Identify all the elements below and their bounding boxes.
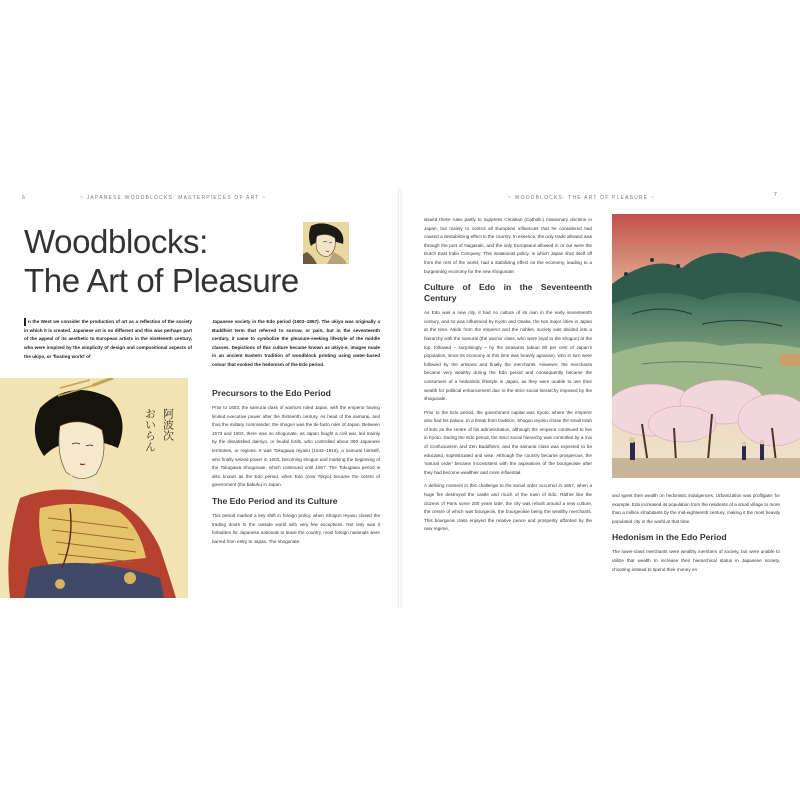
heading-hedonism: Hedonism in the Edo Period: [612, 532, 727, 543]
paragraph-capital-kyoto: Prior to the Edo period, the government capital was Kyoto, where the emperor also had his palace. In a break from tradition, Shogun Ieyasu chose the small town of Edo as the centre of his administration, although the emperor continued to live in Kyoto. During the Edo period, the strict social hierarchy was controlled by a mix of Confucianism and Zen Buddhism, and the samurai class was expected to be educated, sophisticated and wise. Although the country became prosperous, the 'natural order' became inconsistent with the aspirations of the bourgeoisie after they had become wealthier and more influential.: [424, 409, 592, 475]
paragraph-fire-1657: A defining moment in this challenge to the social order occurred in 1657, when a huge fire destroyed the castle and much of the town of Edo. Rather like the citizens of Paris some 200 years later, the city was rebuilt around a new culture, the centre of which was bourgeois, the bourgeoisie being the wealthy merchants. This bourgeois class enjoyed the relative peace and prosperity afforded by the new regime,: [424, 483, 592, 532]
paragraph-urbanization: and spent their wealth on hedonistic indulgences. Urbanization was profligate: for example, Edo increased its population from the residents of a small village to more than a million inhabitants by the mid-eighteenth century, making it the most heavily populated city in the world at that time.: [612, 493, 780, 524]
paragraph-edo-culture: This period marked a key shift in foreign policy, when Shogun Ieyasu closed the trading doors to the outside world with very few exceptions. Not only was it forbidden for Japanese nationals to leave the country, most foreign nationals were barred from entry to Japan. The shogunate: [212, 512, 380, 544]
cherry-blossom-landscape-illustration: [612, 214, 800, 478]
paragraph-merchants: The lower-class merchants were wealthy members of society, but were unable to utilize that wealth to increase their hierarchical status in Japanese society, choosing instead to spend their money on: [612, 549, 780, 572]
page-title: [24, 222, 299, 300]
paragraph-edo-new-city: As Edo was a new city, it had no culture of its own in the early seventeenth century, and so was influenced by Kyoto and Osaka, the two major cities in Japan at the time. Aside from the emperor and the nobles, society was divided into a hierarchy with the samurai (the warrior class, who were loyal to the shogun) at the top, followed – surprisingly – by the peasants (about 80 per cent of Japan's population, since its economy at this time was heavily agrarian), who in turn were followed by the artisans and finally the merchants. However, the merchants became very wealthy during the Edo period and consequently became the consumers of a hedonistic lifestyle in Japan, as they were unable to use their wealth for political enhancement due to the strict social hierarchy imposed by the shogunate.: [424, 310, 592, 402]
right-page-number: 7: [774, 192, 777, 198]
paragraph-isolation: issued these rules partly to suppress Christian (Catholic) missionary doctrine in Japan, but mainly to control all European influences that he considered had caused a destabilizing effect in the country. In essence, the only trade allowed was through the port of Nagasaki, and the only Europeans allowed in or out were the Dutch East India Company. This isolationist policy, in which Japan shut itself off from the rest of the world, had a stabilizing effect on the economy, leading to a burgeoning economy for the new shogunate.: [424, 217, 592, 274]
left-running-head: ~ JAPANESE WOODBLOCKS: MASTERPIECES OF ART ~: [80, 195, 267, 201]
calligraphy-glyphs: おいらん: [143, 408, 157, 452]
intro-column-1: [24, 318, 192, 361]
title-line-2: The Art of Pleasure: [24, 262, 299, 299]
title-line-1: Woodblocks:: [24, 223, 208, 260]
intro-column-2: [212, 318, 380, 370]
courtesan-illustration: [0, 378, 188, 598]
courtesan-woodblock-image: [0, 378, 188, 598]
left-page-body-column: [212, 382, 380, 551]
heading-culture-seventeenth: Culture of Edo in the Seventeenth Century: [424, 282, 592, 304]
landscape-woodblock-image: [612, 214, 800, 478]
svg-text:阿波次: 阿波次: [161, 408, 175, 441]
small-portrait-image: [303, 222, 349, 264]
heading-precursors: Precursors to the Edo Period: [212, 388, 331, 398]
right-page-column-2: [612, 492, 780, 579]
left-page-number: 6: [22, 195, 25, 201]
heading-edo-culture: The Edo Period and its Culture: [212, 495, 338, 506]
right-page-column-1: [424, 216, 592, 539]
right-running-head: ~ WOODBLOCKS: THE ART OF PLEASURE ~: [508, 195, 656, 201]
paragraph-precursors: Prior to 1603, the samurai class of warriors ruled Japan, with the emperor having limited executive power after the thirteenth century. As head of the samurai, and thus the military commander, the shogun was the de facto ruler of Japan. Between 1573 and 1603, there was no shogunate, as Japan fought a civil war, led mainly by the dissatisfied daimyo, or feudal lords, who controlled about 300 Japanese territories, or regions. It was Tokugawa Ieyasu (1543–1616), a samurai himself, who finally seized power in 1603, becoming shogun and marking the beginning of the Tokugawa Shogunate, which continued until 1867. The Tokugawa period is also known as the Edo period, when Edo (now Tokyo) became the centre of government (the bakufu) in Japan.: [212, 405, 380, 488]
drop-cap-mark: [24, 318, 26, 326]
small-portrait-illustration: [303, 222, 349, 264]
intro-text-1: n the West we consider the production of art as a reflection of the society in which it is created. Japanese art is no different and this was perhaps part of the appeal of its aesthetic to European artists in the nineteenth century, who were inspired by the simplicity of design and compositional aspects of the ukiyo, or 'floating world' of: [24, 319, 192, 359]
intro-text-2: Japanese society in the Edo period (1603–1867). The ukiyo was originally a Buddhist term that referred to sorrow, or pain, but in the seventeenth century, it came to symbolize the pleasure-seeking lifestyle of the middle classes. Depictions of this culture became known as ukiyo-e, images made in an ancient Eastern tradition of woodblock printing using water-based colour that evoked the hedonism of the Edo period.: [212, 319, 380, 367]
